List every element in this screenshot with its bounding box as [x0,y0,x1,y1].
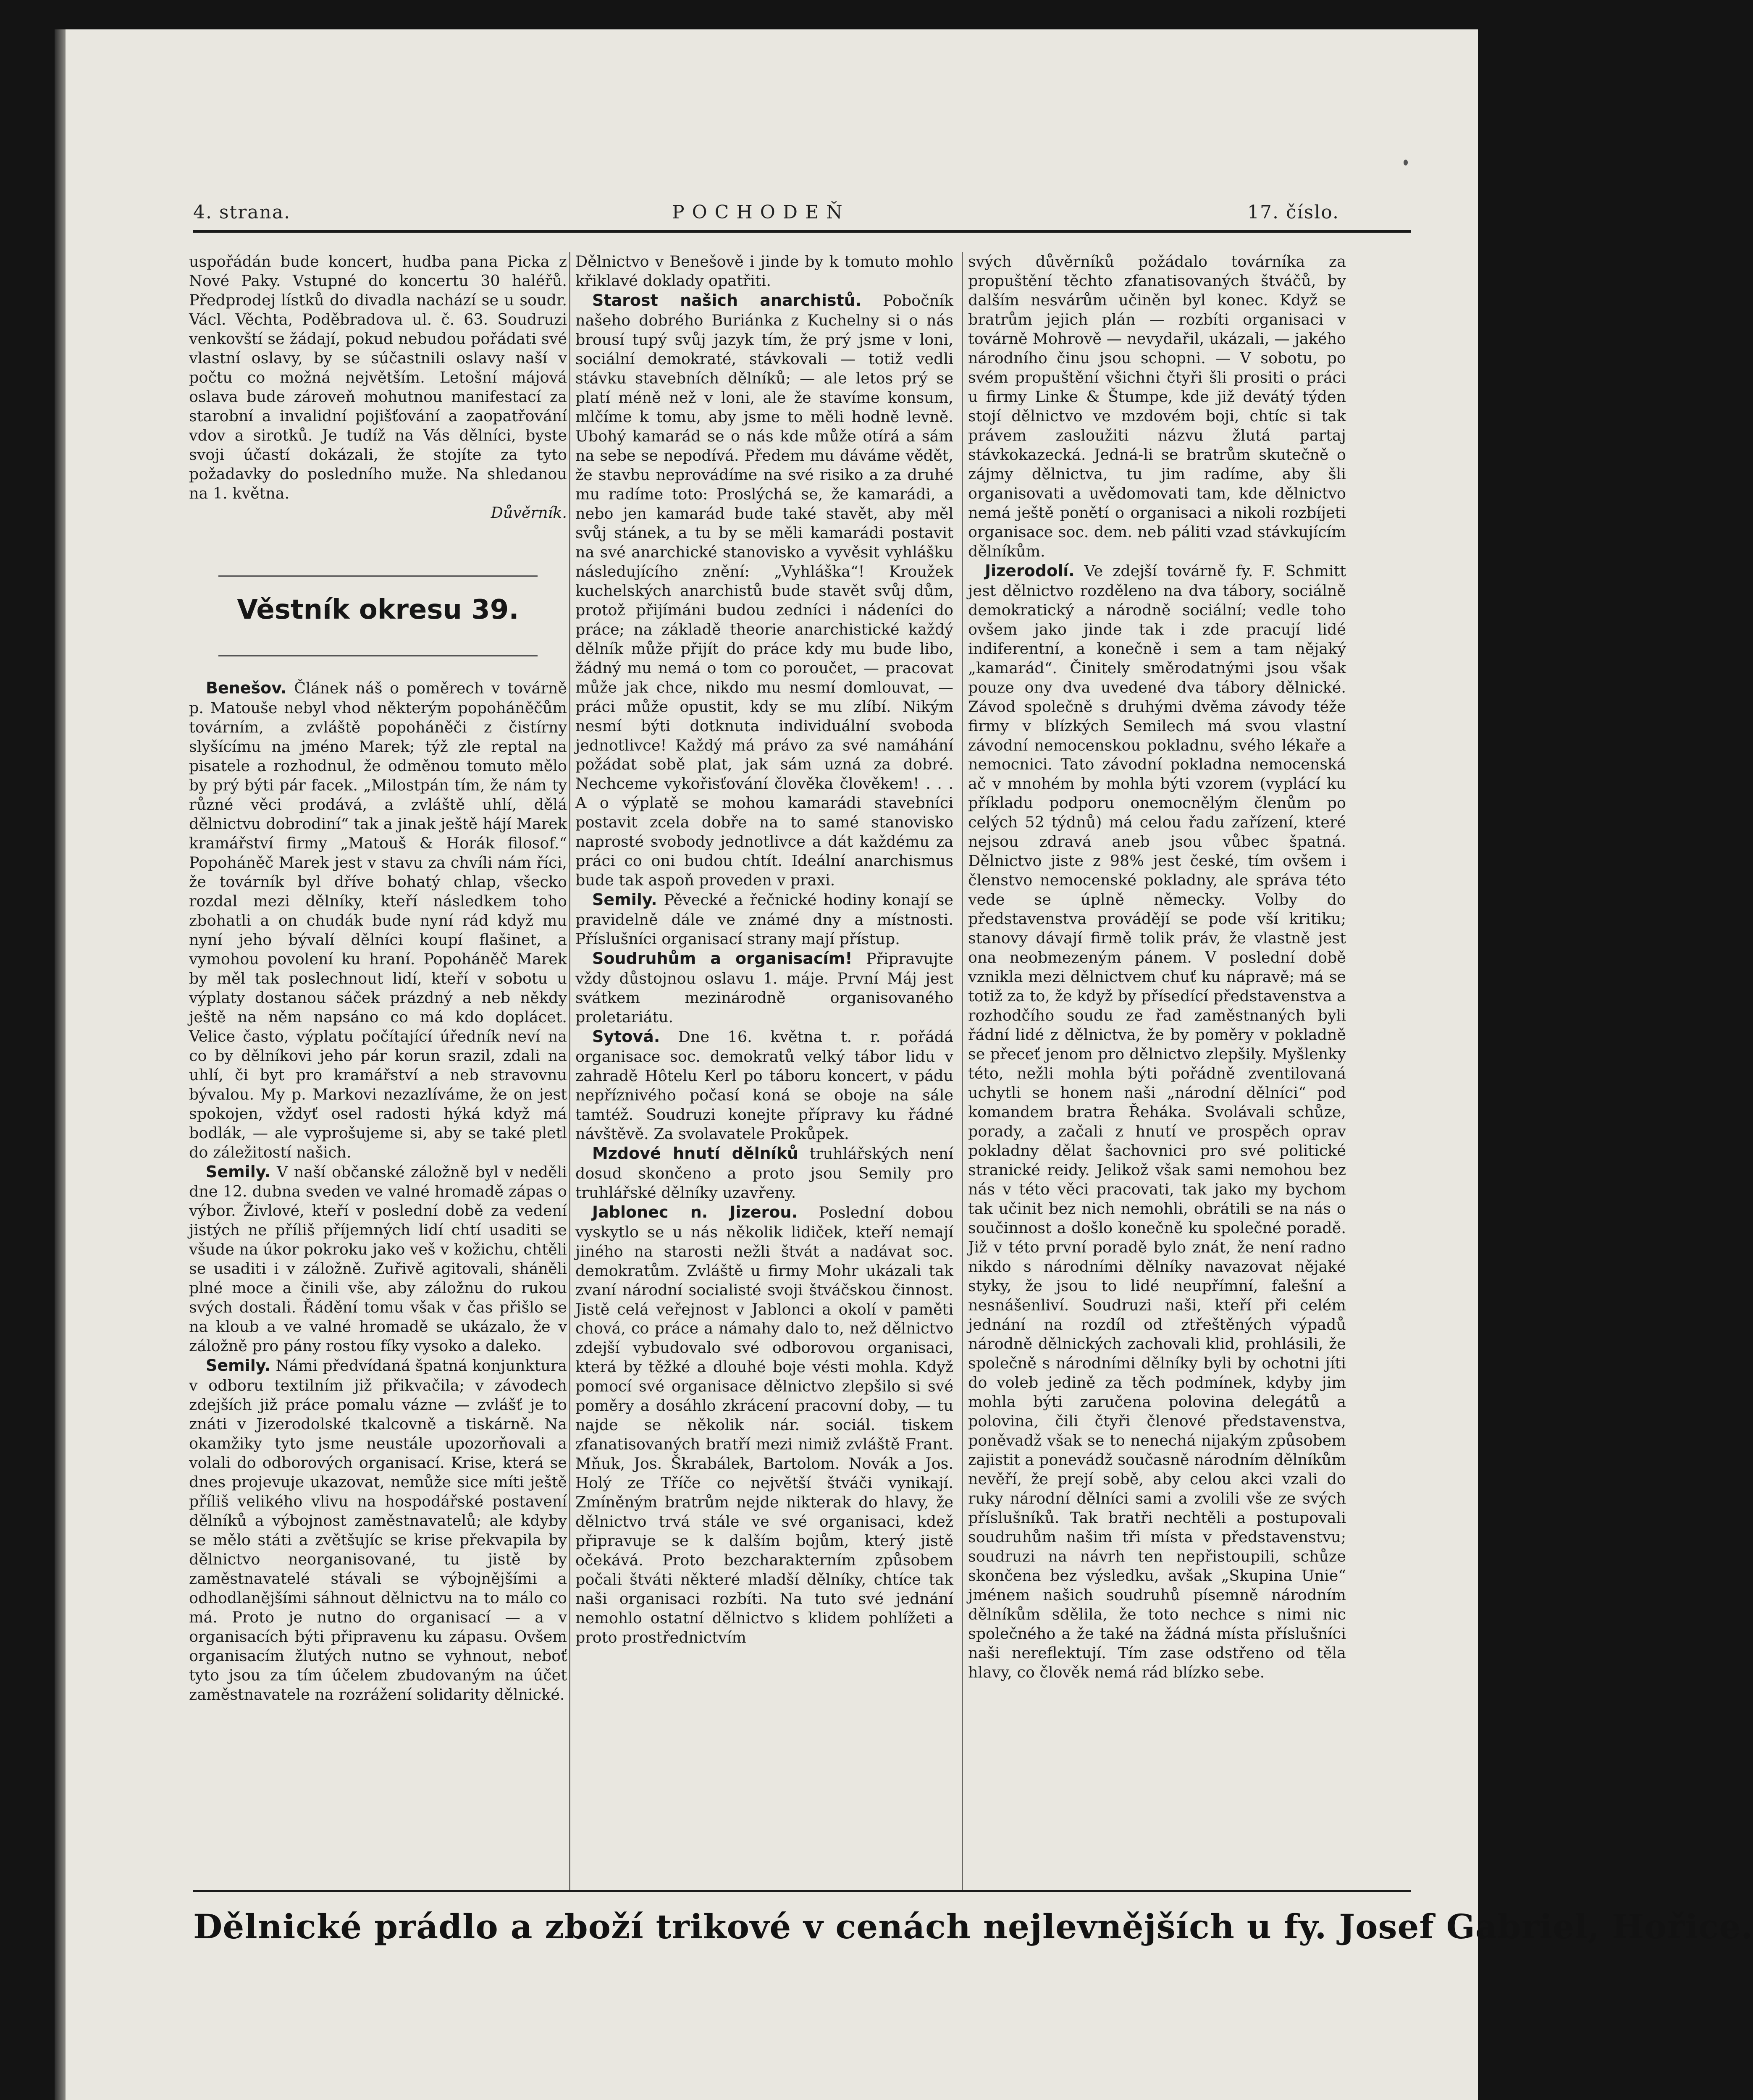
article-semily: Semily. Pěvecké a řečnické hodiny konají se pravidelně dále ve známé dny a místnosti. Příslušníci organisací strany mají přístup. [575,890,953,948]
column-2 [575,252,953,1882]
article-lead: Semily. [206,1356,271,1375]
section-title: Věstník okresu 39. [237,594,519,625]
article-text: uspořádán bude koncert, hudba pana Picka z Nové Paky. Vstupné do koncertu 30 haléřů. Předprodej lístků do divadla nachází se u soudr. Václ. Věchta, Poděbradova ul. č. 63. Soudruzi venkovští se žádají, pokud nebudou pořádati své vlastní oslavy, by se súčastnili oslavy naší v počtu co možná největším. Letošní májová oslava bude zároveň mohutnou manifestací za starobní a invalidní pojišťování a zaopatřování vdov a sirotků. Je tudíž na Vás dělníci, byste svoji účastí dokázali, že stojíte za tyto požadavky do posledního muže. Na shledanou na 1. května. [189,252,567,502]
article-sytova: Sytová. Dne 16. května t. r. pořádá organisace soc. demokratů velký tábor lidu v zahradě Hôtelu Kerl po táboru koncert, v pádu nepříznivého počasí koná se oboje na sále tamtéž. Soudruzi konejte přípravy ku řádné návštěvě. Za svolavatele Prokůpek. [575,1027,953,1143]
article-text: svých důvěrníků požádalo továrníka za propuštění těchto zfanatisovaných štváčů, by dalším nesvárům učiněn byl konec. Když se bratrům jejich plán — rozbíti organisaci v továrně Mohrově — nevydařil, ukázali, — jakého národního činu jsou schopni. — V sobotu, po svém propuštění všichni čtyři šli prositi o práci u firmy Linke & Štumpe, kde již devátý týden stojí dělnictvo ve mzdovém boji, chtíc si tak právem zasloužiti názvu žlutá partaj stávkokazecká. Jedná-li se bratrům skutečně o zájmy dělnictva, tu jim radíme, aby šli organisovati a uvědomovati tam, kde dělnictvo nemá ještě ponětí o organisaci a nikoli rozbíjeti organisace soc. dem. neb páliti vzad stávkujícím dělníkům. [968,252,1346,560]
article-semily-2: Semily. Námi předvídaná špatná konjunktura v odboru textilním již přikvačila; v závodech zdejších již práce pomalu vázne — zvlášť je to znáti v Jizerodolské tkalcovně a tiskárně. Na okamžiky tyto jsme neustále upozorňovali a volali do odborových organisací. Krise, která se dnes projevuje ukazovat, nemůže sice míti ještě příliš velikého vlivu na hospodářské postavení dělníků a výbojnost zaměstnavatelů; ale kdyby se mělo státi a zvětšujíc se krise překvapila by dělnictvo neorganisované, tu jistě by zaměstnavatelé stávali se výbojnějšími a odhodlanějšími sáhnout dělnictvu na to málo co má. Proto je nutno do organisací — a v organisacích býti připravenu ku zápasu. Ovšem organisacím žlutých nutno se vyhnout, neboť tyto jsou za tím účelem zbudovaným na účet zaměstnavatele na rozrážení solidarity dělnické. [189,1356,567,1704]
ink-spot [1404,160,1408,165]
page-edge [55,29,66,2100]
article-lead: Soudruhům a organisacím! [592,949,853,968]
article-lead: Semily. [206,1162,271,1181]
article-lead: Jizerodolí. [985,561,1075,580]
article-text: Dělnictvo v Benešově i jinde by k tomuto mohlo křiklavé doklady opatřiti. [575,252,953,290]
page-number: 4. strana. [193,202,291,223]
column-1-top [189,252,567,554]
article-soudruhum: Soudruhům a organisacím! Připravujte vždy důstojnou oslavu 1. máje. První Máj jest svátkem mezinárodně organisovaného proletariátu. [575,949,953,1026]
advertisement: Dělnické prádlo a zboží trikové v cenách nejlevnějších u fy. Josef Gabriel, Hořice. [193,1907,1753,1946]
article-benesov: Benešov. Článek náš o poměrech v továrně p. Matouše nebyl vhod některým popoháněčům továrním, a zvláště popoháněči z čistírny slyšícímu na jméno Marek; týž zle reptal na pisatele a rozhodnul, že odměnou tomuto mělo by prý býti pár facek. „Milostpán tím, že nám ty různé věci prodává, a zvláště uhlí, dělá dělnictvu dobrodiní“ tak a jinak ještě hájí Marek kramářství firmy „Matouš & Horák filosof.“ Popoháněč Marek jest v stavu za chvíli nám říci, že továrník byl dříve bohatý chlap, všecko rozdal mezi dělníky, kteří následkem toho zbohatli a on chudák bude nyní rád když mu nyní jeho bývalí dělníci koupí flašinet, a vymohou povolení ku hraní. Popoháněč Marek by měl tak poslechnout lidí, kteří v sobotu u výplaty dostanou sáček prázdný a neb někdy ještě na něm napsáno co má kdo doplácet. Velice často, výplatu počítající úředník neví na co by dělníkovi jeho pár korun srazil, zdali na uhlí, či byt pro kramářství a neb stravovnu bývalou. My p. Markovi nezazlíváme, že on jest spokojen, vždyť osel radosti hýká když má bodlák, — ale vyprošujeme si, aby se také pletl do záležitostí našich. [189,679,567,1161]
article-jizerodoli: Jizerodolí. Ve zdejší továrně fy. F. Schmitt jest dělnictvo rozděleno na dva tábory, sociálně demokratický a národně sociální; vedle toho ovšem jako jinde tak i zde pracují lidé indiferentní, a konečně i sem a tam nějaký „kamarád“. Činitely směrodatnými jsou však pouze ony dva uvedené dva tábory dělnické. Závod společně s druhými dvěma závody téže firmy v blízkých Semilech má svou vlastní závodní nemocenskou pokladnu, svého lékaře a nemocnici. Tato závodní pokladna nemocenská ač v mnohém by mohla býti vzorem (vyplácí ku příkladu podporu onemocnělým členům po celých 52 týdnů) má celou řadu zařízení, které nejsou zdravá aneb jsou vůbec špatná. Dělnictvo jiste z 98% jest české, tím ovšem i členstvo nemocenské pokladny, ale správa této vede se úplně německy. Volby do představenstva provádějí se pode vší kritiku; stanovy dávají firmě tolik práv, že vlastně jest ona neobmezeným pánem. V poslední době vznikla mezi dělnictvem chuť ku nápravě; má se totiž za to, že když by přísedící představenstva a rozhodčího soudu ze řad zaměstnaných byli řádní lidé z dělnictva, že by poměry v pokladně se přeceť jenom pro dělnictvo zlepšily. Myšlenky této, nežli mohla býti pořádně zventilovaná uchytli se honem naši „národní dělníci“ pod komandem bratra Řeháka. Svolávali schůze, porady, a začali z hnutí ve prospěch oprav pokladny dělat šachovnici pro své politické stranické reidy. Jelikož však sami nemohou bez nás v této věci pracovati, tak jako my bychom tak učinit bez nich nemohli, obrátili se na nás o součinnost a došlo konečně ku společné poradě. Již v této první poradě bylo znát, že není radno nikdo s národními dělníky navazovat nějaké styky, že jsou to lidé neupřímní, falešní a nesnášenliví. Soudruzi naši, kteří při celém jednání na rozdíl od ztřeštěných výpadů národně dělnických zachovali klid, prohlásili, že společně s národními dělníky byli by ochotni jíti do voleb jedině za těch podmínek, kdyby jim mohla býti zaručena polovina delegátů a polovina, čili čtyři členové představenstva, poněvadž však se to nenechá nijakým způsobem zajistit a ponevádž současně národním dělníkům nevěří, že prejí sobě, aby celou akci vzali do ruky národní dělníci sami a zvolili vše ze svých příslušníků. Tak bratři nechtěli a postupovali soudruhům našim tři místa v představenstvu; soudruzi na návrh ten nepřistoupili, schůze skončena bez výsledku, avšak „Skupina Unie“ jménem našich soudruhů písemně národním dělníkům sdělila, že toto nechce s nimi nic společného a že také na žádná místa příslušníci naši nereflektují. Tím zase odstřeno od těla hlavy, co člověk nemá rád blízko sebe. [968,561,1346,1681]
article-lead: Starost našich anarchistů. [592,291,862,310]
signature: Důvěrník. [491,503,567,522]
section-rule [218,655,538,656]
article-lead: Mzdové hnutí dělníků [592,1144,799,1163]
article-starost: Starost našich anarchistů. Pobočník našeho dobrého Buriánka z Kuchelny si o nás brousí tupý svůj jazyk tím, že prý jsme v loni, sociální demokraté, stávkovali — totiž vedli stávku stavebních dělníků; — ale letos prý se platí méně než v loni, ale že stavíme konsum, mlčíme k tomu, aby jsme to měli hodně levně. Ubohý kamarád se o nás kde může otírá a sám na sebe se nepodívá. Předem mu dáváme vědět, že stavbu neprovádíme na své risiko a za druhé mu radíme toto: Proslýchá se, že kamarádi, a nebo jen kamarád bude také stavět, aby měl svůj stánek, a tu by se měli kamarádi postavit na své anarchické stanovisko a vyvěsit vyhlášku následujícího znění: „Vyhláška“! Kroužek kuchelských anarchistů bude stavět svůj dům, protož přijímáni budou zedníci i nádeníci do práce; na základě theorie anarchistické každý dělník může přijít do práce kdy mu bude libo, žádný mu nemá o tom co poroučet, — pracovat může jak chce, nikdo mu nesmí domlouvat, — práci může opustit, kdy se mu zlíbí. Nikým nesmí býti dotknuta individuální svoboda jednotlivce! Každý má právo za své namáhání požádat sobě plat, jak sám uzná za dobré. Nechceme vykořisťování člověka člověkem! . . . A o výplatě se mohou kamarádi stavebníci postavit zcela dobře na to samé stanovisko naprosté svobody jednotlivce a dát každému za práci co oni budou chtít. Ideální anarchismus bude tak aspoň proveden v praxi. [575,291,953,890]
footer-rule [193,1890,1411,1892]
article-lead: Semily. [592,890,657,909]
masthead-title: POCHODEŇ [672,202,850,223]
column-divider [962,252,963,1890]
newspaper-page [55,29,1753,2100]
column-3 [968,252,1346,1882]
article-semily-1: Semily. V naší občanské záložně byl v neděli dne 12. dubna sveden ve valné hromadě zápas o výbor. Živlové, kteří v poslední době za vedení jistých ne příliš příjemných lidí chtí usaditi se všude na úkor pokroku jako veš v kožichu, chtěli se usaditi i v záložně. Zuřivě agitovali, sháněli plné moce a činili vše, aby záložnu do rukou svých dostali. Řádění tomu však v čas přišlo se na kloub a ve valné hromadě se ukázalo, že v záložně pro pány rostou fíky vysoko a daleko. [189,1162,567,1355]
article-jablonec: Jablonec n. Jizerou. Poslední dobou vyskytlo se u nás několik lidiček, kteří nemají jiného na starosti nežli štvát a nadávat soc. demokratům. Zvláště u firmy Mohr ukázali tak zvaní národní socialisté svoji štváčskou činnost. Jistě celá veřejnost v Jablonci a okolí v paměti chová, co práce a námahy dalo to, než dělnictvo zdejší vybudovalo své odborovou organisaci, která by těžké a dlouhé boje vésti mohla. Když pomocí své organisace dělnictvo zlepšilo si své poměry a dosáhlo zkrácení pracovní doby, — tu najde se několik nár. sociál. tiskem zfanatisovaných bratří mezi nimiž zvláště Frant. Mňuk, Jos. Škrabálek, Bartolom. Novák a Jos. Holý ze Tříče co největší štváči vynikají. Zmíněným bratrům nejde nikterak do hlavy, že dělnictvo trvá stále ve své organisaci, kdež připravuje se k dalším bojům, který jistě očekává. Proto bezcharakterním způsobem počali štváti některé mladší dělníky, chtíce tak naši organisaci rozbíti. Na tuto své jednání nemohlo ostatní dělnictvo s klidem pohlížeti a proto prostřednictvím [575,1202,953,1647]
article-lead: Sytová. [592,1027,660,1046]
section-rule [218,575,538,577]
article-mzdove: Mzdové hnutí dělníků truhlářských není dosud skončeno a proto jsou Semily pro truhlářské dělníky uzavřeny. [575,1144,953,1202]
article-lead: Benešov. [206,679,287,697]
column-1-bottom [189,678,567,1875]
issue-number: 17. číslo. [1247,202,1340,223]
article-lead: Jablonec n. Jizerou. [592,1202,798,1221]
column-divider [569,252,570,1890]
header-rule [193,230,1411,233]
